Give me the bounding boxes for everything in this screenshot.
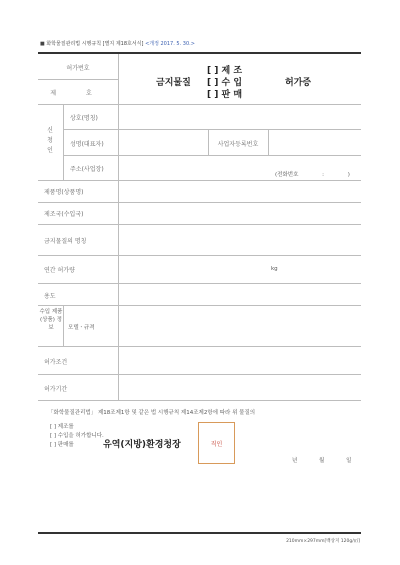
title-permit: 허가증 <box>285 78 312 88</box>
annual-qty-label: 연간 허가량 <box>44 267 75 274</box>
representative-label: 성명(대표자) <box>70 141 104 148</box>
title-option-import: [ ] 수 입 <box>207 78 243 88</box>
product-name-label: 제품명(상품명) <box>44 189 84 196</box>
rule-import-info <box>38 346 361 347</box>
permit-no-label: 허가번호 <box>66 65 90 72</box>
product-no-label: 제 호 <box>50 90 106 97</box>
form-caption <box>40 40 195 47</box>
amendment-note: <개정 2017. 5. 30.> <box>145 41 195 47</box>
substance-name-label: 금지물질의 명칭 <box>44 238 87 245</box>
rule-conditions <box>38 374 361 375</box>
period-label: 허가기간 <box>44 386 68 393</box>
rule-header-bottom <box>38 104 361 105</box>
issuing-authority: 유역(지방)환경청장 <box>103 440 181 450</box>
maker-country-label: 제조국(수입국) <box>44 211 84 218</box>
rule-header-divider <box>118 54 119 104</box>
issue-date: 년 월 일 <box>292 458 352 464</box>
rule-applicant-divider <box>63 104 64 180</box>
statement-opt-import: [ ] 수입을 허가합니다. <box>50 433 104 439</box>
phone-label: (전화번호 : ) <box>275 172 350 178</box>
title-option-sell: [ ] 판 매 <box>207 90 243 100</box>
rule-product <box>38 202 361 203</box>
address-label: 주소(사업장) <box>70 166 104 173</box>
rule-substance <box>38 255 361 256</box>
title-substance: 금지물질 <box>156 78 191 88</box>
import-info-label: 수입 제품 (상품) 정보 <box>39 309 63 331</box>
rule-applicant-fields <box>118 104 119 180</box>
rule-trade-name <box>63 129 361 130</box>
rule-address <box>38 180 361 181</box>
rule-header-left <box>38 79 118 80</box>
rule-usage <box>38 305 361 306</box>
rule-period <box>38 400 361 401</box>
rule-reference: ■ 화학물질관리법 시행규칙 [별지 제18호서식] <box>40 41 144 47</box>
usage-label: 용도 <box>44 293 56 300</box>
model-spec-label: 모델ㆍ규격 <box>68 325 95 331</box>
rule-field-divider <box>118 180 119 400</box>
rule-annual-qty <box>38 283 361 284</box>
rule-country <box>38 224 361 225</box>
official-seal <box>198 422 235 464</box>
seal-label: 직인 <box>210 440 223 448</box>
paper-spec: 210mm×297mm[백상지 120g/㎡] <box>286 539 360 544</box>
trade-name-label: 상호(명칭) <box>70 115 98 122</box>
rule-bizno-right <box>268 129 269 155</box>
conditions-label: 허가조건 <box>44 359 68 366</box>
rule-import-sub <box>63 305 64 346</box>
business-no-label: 사업자등록번호 <box>217 141 259 148</box>
unit-kg: kg <box>271 266 278 272</box>
applicant-label: 신 청 인 <box>47 127 53 154</box>
title-option-make: [ ] 제 조 <box>207 66 243 76</box>
statement-opt-make: [ ] 제조를 <box>50 424 74 430</box>
statement-opt-sell: [ ] 판매를 <box>50 442 74 448</box>
rule-representative <box>63 155 361 156</box>
statement-line: 「화학물질관리법」 제18조제1항 및 같은 법 시행규칙 제14조제2항에 따라 위 물질의 <box>48 410 256 416</box>
